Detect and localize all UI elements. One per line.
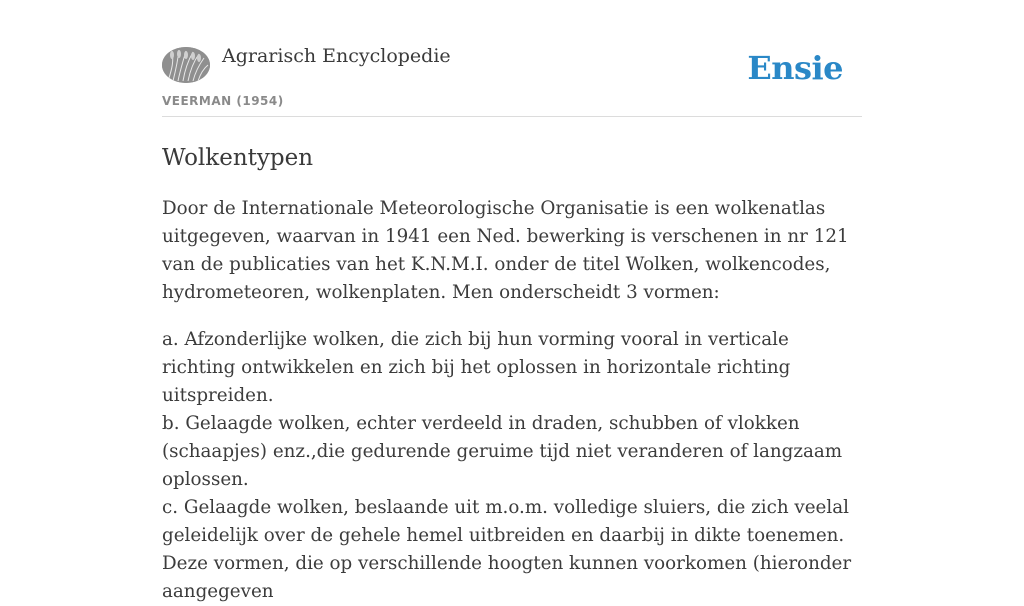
article-title: Wolkentypen: [162, 145, 314, 171]
book-title-link[interactable]: Agrarisch Encyclopedie: [222, 45, 451, 67]
book-author: VEERMAN (1954): [162, 94, 284, 108]
ensie-logo-link[interactable]: Ensie: [747, 49, 843, 87]
article-body: [162, 195, 862, 606]
article-item-b: b. Gelaagde wolken, echter verdeeld in draden, schubben of vlokken (schaapjes) enz.,die gedurende geruime tijd niet veranderen of langzaam oplossen.: [162, 413, 843, 490]
article-item-a: a. Afzonderlijke wolken, die zich bij hun vorming vooral in verticale richting ontwikkelen en zich bij het oplossen in horizontale richting uitspreiden.: [162, 329, 791, 406]
wheat-engraving-icon: [162, 47, 210, 83]
page: [162, 0, 862, 606]
book-thumbnail[interactable]: [162, 47, 210, 83]
article-intro: Door de Internationale Meteorologische Organisatie is een wolkenatlas uitgegeven, waarvan in 1941 een Ned. bewerking is verschenen in nr 121 van de publicaties van het K.N.M.I. onder de titel Wolken, wolkencodes, hydrometeoren, wolkenplaten. Men onderscheidt 3 vormen:: [162, 198, 849, 303]
book-header: [162, 0, 862, 117]
article-item-c: c. Gelaagde wolken, beslaande uit m.o.m. volledige sluiers, die zich veelal geleidelijk over de gehele hemel uitbreiden en daarbij in dikte toenemen. Deze vormen, die op verschillende hoogten kunnen voorkomen (hieronder aangegeven: [162, 497, 852, 602]
